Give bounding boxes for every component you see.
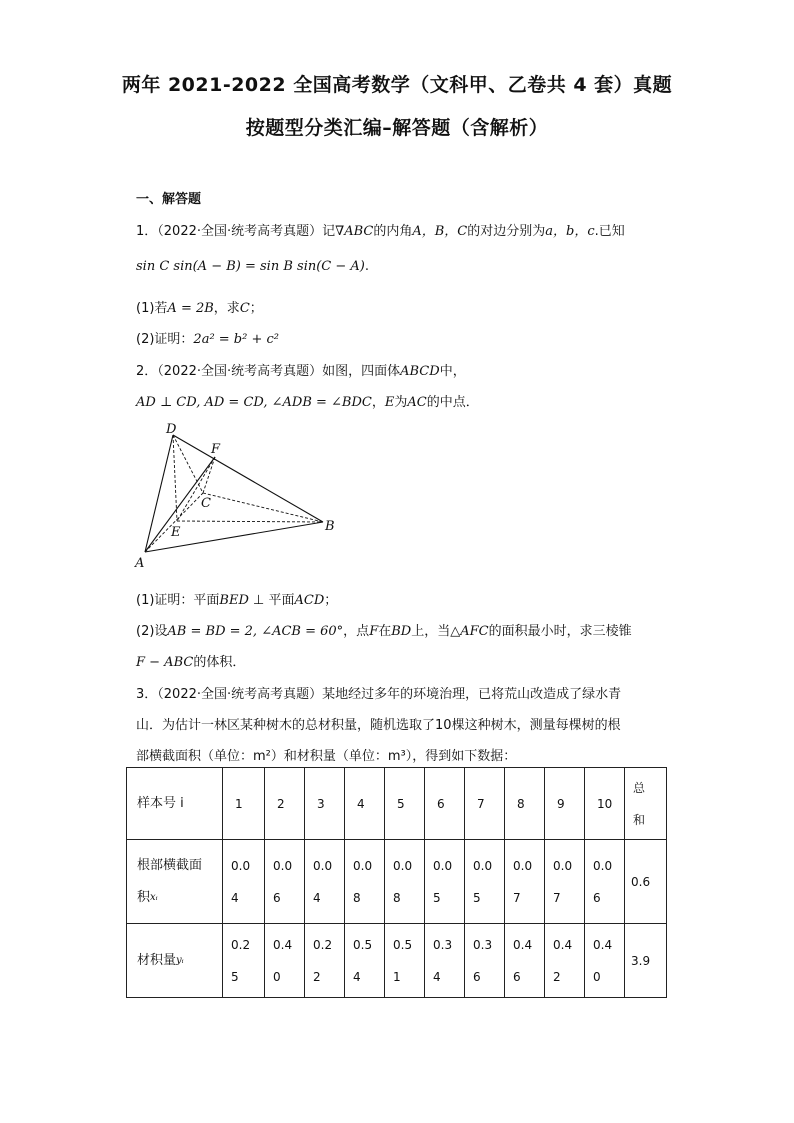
row2-cell <box>385 924 425 998</box>
row2-b: 2 <box>553 969 561 984</box>
row1-cell <box>425 840 465 924</box>
q2-part1 <box>136 589 337 608</box>
row1-a: 0.0 <box>353 858 373 873</box>
table-row-header <box>127 768 667 840</box>
row2-b: 0 <box>273 969 281 984</box>
header-cell <box>425 768 465 840</box>
q2-cond-mid: ， <box>371 395 385 410</box>
label-c: C <box>201 496 211 511</box>
header-col-3: 3 <box>317 796 325 811</box>
label-a: A <box>135 556 145 571</box>
row2-a: 0.2 <box>313 937 333 952</box>
header-col-1: 1 <box>235 796 243 811</box>
label-f: F <box>211 442 221 457</box>
q2-part1-mid: ⊥ 平面 <box>248 593 295 608</box>
row2-b: 6 <box>473 969 481 984</box>
row1-b: 6 <box>273 890 281 905</box>
row2-a: 0.5 <box>393 937 413 952</box>
q2-e-var: E <box>384 395 395 410</box>
header-total-cell <box>625 768 667 840</box>
edge-da <box>145 435 173 552</box>
q1-angles: A，B，C <box>412 224 468 239</box>
q2-part1-plane1: BED <box>219 593 249 608</box>
row1-a: 0.0 <box>393 858 413 873</box>
row1-b: 7 <box>553 890 561 905</box>
q2-part2-end: 的面积最小时，求三棱锥 <box>488 624 632 639</box>
row1-a: 0.0 <box>231 858 251 873</box>
q2-part2-mid3: 上，当△ <box>411 624 461 639</box>
header-col-8: 8 <box>517 796 525 811</box>
q2-name: ABCD <box>400 364 440 379</box>
row1-b: 5 <box>433 890 441 905</box>
row1-b: 8 <box>393 890 401 905</box>
row1-b: 8 <box>353 890 361 905</box>
q2-part2-mid2: 在 <box>378 624 392 639</box>
doc-title-line2: 按题型分类汇编–解答题（含解析） <box>245 117 549 139</box>
header-cell <box>305 768 345 840</box>
row2-total-cell <box>625 924 667 998</box>
header-cell <box>385 768 425 840</box>
segment-fe <box>177 457 215 521</box>
header-cell <box>585 768 625 840</box>
row2-a: 0.4 <box>593 937 613 952</box>
row2-sub: yᵢ <box>176 954 184 966</box>
q1-triangle: ∇ABC <box>335 224 374 239</box>
q1-mid2: 的对边分别为 <box>467 224 546 239</box>
q2-part2-prefix: (2)设 <box>136 624 168 639</box>
edge-cb <box>203 493 323 522</box>
row1-a: 0.0 <box>473 858 493 873</box>
row1-label-cell <box>127 840 223 924</box>
row2-label: 材积量 <box>137 952 177 968</box>
doc-title-line1: 两年 2021-2022 全国高考数学（文科甲、乙卷共 4 套）真题 <box>121 74 673 96</box>
row2-cell <box>305 924 345 998</box>
row1-sub: xᵢ <box>150 891 158 903</box>
q2-part1-end: ； <box>324 593 338 608</box>
segment-eb <box>177 521 323 522</box>
row2-b: 0 <box>593 969 601 984</box>
q1-formula: sin C sin(A − B) = sin B sin(C − A) <box>136 259 365 274</box>
header-label-cell <box>127 768 223 840</box>
q2-part1-prefix: (1)证明：平面 <box>136 593 220 608</box>
header-cell <box>345 768 385 840</box>
q1-formula-end: . <box>364 259 370 274</box>
row1-a: 0.0 <box>513 858 533 873</box>
row2-total: 3.9 <box>631 953 651 968</box>
label-b: B <box>325 519 335 534</box>
row1-total: 0.6 <box>631 874 651 889</box>
header-col-4: 4 <box>357 796 365 811</box>
q2-part2-line2 <box>136 651 245 670</box>
header-col-9: 9 <box>557 796 565 811</box>
row2-a: 0.3 <box>433 937 453 952</box>
header-cell <box>545 768 585 840</box>
q2-prefix: 2．（2022·全国·统考高考真题）如图，四面体 <box>136 364 401 379</box>
q3-line3: 部横截面积（单位：m²）和材积量（单位：m³），得到如下数据： <box>136 749 517 764</box>
row2-cell <box>345 924 385 998</box>
row2-b: 4 <box>433 969 441 984</box>
row1-label-b: 积 <box>137 889 151 905</box>
row1-a: 0.0 <box>313 858 333 873</box>
q1-part1-prefix: (1)若 <box>136 301 168 316</box>
q2-e-end: 的中点． <box>426 395 479 410</box>
header-col-7: 7 <box>477 796 485 811</box>
q2-part2-bd: BD <box>391 624 412 639</box>
row2-cell <box>265 924 305 998</box>
header-total-a: 总 <box>633 780 646 795</box>
q2-part2 <box>136 620 632 639</box>
row1-cell <box>265 840 305 924</box>
row2-b: 6 <box>513 969 521 984</box>
row2-cell <box>545 924 585 998</box>
row2-cell <box>223 924 265 998</box>
q2-conditions <box>136 391 479 410</box>
row2-a: 0.5 <box>353 937 373 952</box>
header-total-b: 和 <box>633 812 646 827</box>
q2-part2-math: AB = BD = 2, ∠ACB = 60° <box>167 624 344 639</box>
q2-part2-afc: AFC <box>460 624 489 639</box>
row2-cell <box>505 924 545 998</box>
q1-part1-end: ； <box>249 301 263 316</box>
q1-part1-var: C <box>239 301 250 316</box>
row1-b: 6 <box>593 890 601 905</box>
row2-b: 1 <box>393 969 401 984</box>
row1-cell <box>223 840 265 924</box>
header-label: 样本号 i <box>137 795 184 811</box>
row1-cell <box>585 840 625 924</box>
row1-cell <box>345 840 385 924</box>
q1-part1-mid: ，求 <box>213 301 240 316</box>
row1-cell <box>505 840 545 924</box>
q3-line2-num: 10 <box>435 718 452 733</box>
q3-line2-a: 山．为估计一林区某种树木的总材积量，随机选取了 <box>136 718 436 733</box>
q1-stem <box>136 220 625 239</box>
row1-b: 4 <box>313 890 321 905</box>
row1-cell <box>385 840 425 924</box>
label-e: E <box>171 525 181 540</box>
row1-a: 0.0 <box>433 858 453 873</box>
row1-a: 0.0 <box>273 858 293 873</box>
row1-b: 5 <box>473 890 481 905</box>
header-col-6: 6 <box>437 796 445 811</box>
q3-line2 <box>136 714 621 733</box>
header-cell <box>465 768 505 840</box>
edge-db <box>173 435 323 522</box>
q2-ac: AC <box>407 395 427 410</box>
q2-e-mid: 为 <box>394 395 408 410</box>
q1-part1-math: A = 2B <box>167 301 214 316</box>
label-d: D <box>166 422 177 437</box>
q1-part2-math: 2a² = b² + c² <box>193 332 279 347</box>
q1-end: .已知 <box>594 224 625 239</box>
header-col-10: 10 <box>597 796 613 811</box>
row1-total-cell <box>625 840 667 924</box>
row2-b: 2 <box>313 969 321 984</box>
q2-part1-plane2: ACD <box>294 593 325 608</box>
row2-b: 5 <box>231 969 239 984</box>
row2-a: 0.4 <box>553 937 573 952</box>
q1-mid: 的内角 <box>373 224 413 239</box>
row2-label-cell <box>127 924 223 998</box>
row1-cell <box>465 840 505 924</box>
header-cell <box>265 768 305 840</box>
row1-cell <box>305 840 345 924</box>
row2-cell <box>425 924 465 998</box>
row2-a: 0.4 <box>273 937 293 952</box>
q1-formula-line <box>136 259 369 274</box>
row2-a: 0.2 <box>231 937 251 952</box>
q1-prefix: 1．（2022·全国·统考高考真题）记 <box>136 224 336 239</box>
row2-a: 0.4 <box>513 937 533 952</box>
q1-part2-prefix: (2)证明： <box>136 332 194 347</box>
q2-stem <box>136 360 466 379</box>
header-cell <box>223 768 265 840</box>
row2-cell <box>585 924 625 998</box>
section-heading: 一、解答题 <box>136 192 202 207</box>
q2-part2-f: F <box>369 624 379 639</box>
q1-part1 <box>136 297 263 316</box>
q1-sides: a，b，c <box>545 224 595 239</box>
q2-cond: AD ⊥ CD, AD = CD, ∠ADB = ∠BDC <box>136 395 372 410</box>
row2-cell <box>465 924 505 998</box>
tetrahedron-figure <box>133 420 333 570</box>
row1-b: 7 <box>513 890 521 905</box>
row2-b: 4 <box>353 969 361 984</box>
table-row-area <box>127 840 667 924</box>
table-row-volume <box>127 924 667 998</box>
q2-part2-pyramid: F − ABC <box>136 655 194 670</box>
q3-line1: 3．（2022·全国·统考高考真题）某地经过多年的环境治理，已将荒山改造成了绿水青 <box>136 687 622 702</box>
header-col-5: 5 <box>397 796 405 811</box>
row1-a: 0.0 <box>553 858 573 873</box>
row1-b: 4 <box>231 890 239 905</box>
row1-cell <box>545 840 585 924</box>
q2-part2-line2-end: 的体积． <box>193 655 246 670</box>
row1-a: 0.0 <box>593 858 613 873</box>
header-col-2: 2 <box>277 796 285 811</box>
q3-line2-b: 棵这种树木，测量每棵树的根 <box>451 718 621 733</box>
row1-label-a: 根部横截面 <box>137 857 203 873</box>
segment-de <box>173 435 177 521</box>
data-table <box>126 767 667 998</box>
header-cell <box>505 768 545 840</box>
row2-a: 0.3 <box>473 937 493 952</box>
q2-suffix: 中， <box>439 364 466 379</box>
q1-part2 <box>136 328 279 347</box>
q2-part2-mid: ，点 <box>343 624 370 639</box>
